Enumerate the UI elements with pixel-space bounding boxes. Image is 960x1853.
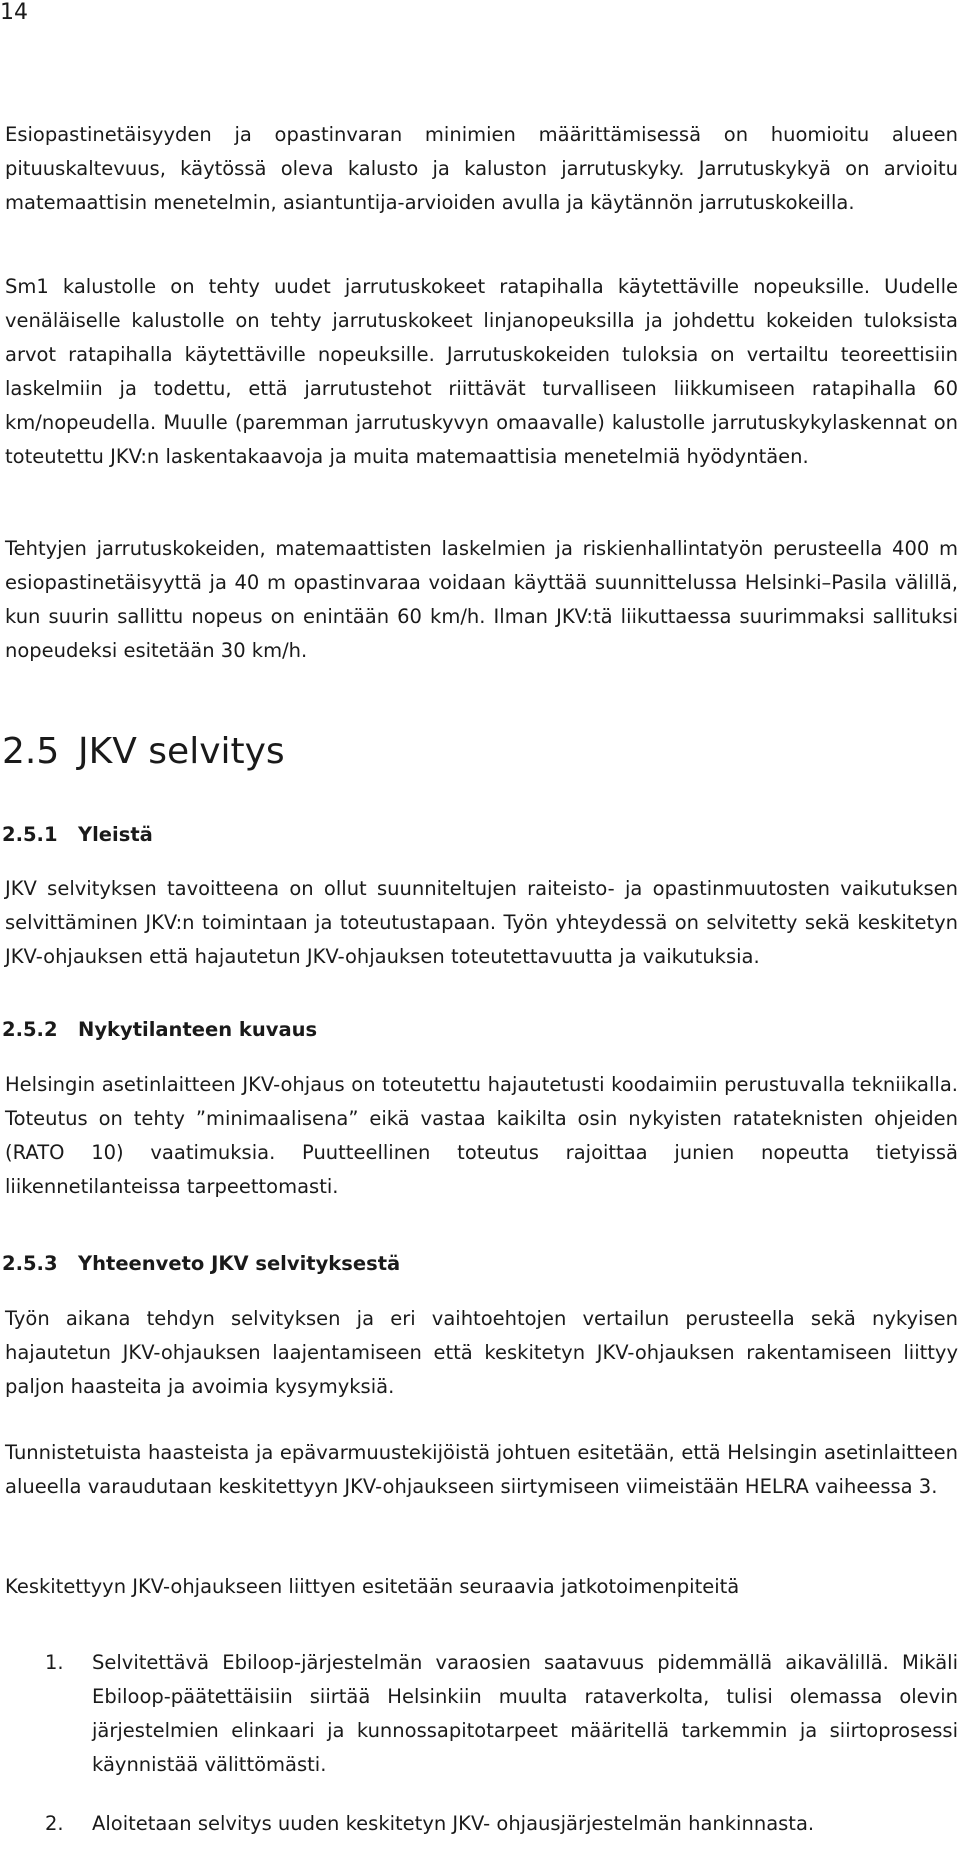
section-number: 2.5.2 [2, 1018, 58, 1041]
section-number: 2.5 [2, 731, 60, 772]
section-number: 2.5.3 [2, 1252, 58, 1275]
list-item [45, 1807, 958, 1841]
paragraph-summary: Työn aikana tehdyn selvityksen ja eri vaihtoehtojen vertailun perusteella sekä nykyisen hajautetun JKV-ohjauksen laajentamiseen että keskitetyn JKV-ohjauksen rakentamiseen liittyy paljon haasteita ja avoimia kysymyksiä. [5, 1307, 958, 1398]
paragraph-braking-assessment: Esiopastinetäisyyden ja opastinvaran minimien määrittämisessä on huomioitu alueen pituuskaltevuus, käytössä oleva kalusto ja kaluston jarrutuskyky. Jarrutuskykyä on arvioitu matemaattisin menetelmin, asiantuntija-arvioiden avulla ja käytännön jarrutuskokeilla. [5, 123, 958, 214]
section-heading-2-5-3 [2, 1249, 400, 1279]
paragraph-general: JKV selvityksen tavoitteena on ollut suunniteltujen raiteisto- ja opastinmuutosten vaikutuksen selvittäminen JKV:n toimintaan ja toteutustapaan. Työn yhteydessä on selvitetty sekä keskitetyn JKV-ohjauksen että hajautetun JKV-ohjauksen toteutettavuutta ja vaikutuksia. [5, 877, 958, 968]
paragraph-braking-tests: Sm1 kalustolle on tehty uudet jarrutuskokeet ratapihalla käytettäville nopeuksille. Uudelle venäläiselle kalustolle on tehty jarrutuskokeet linjanopeuksilla ja johdettu kokeiden tuloksista arvot ratapihalla käytettäville nopeuksille. Jarrutuskokeiden tuloksia on vertailtu teoreettisiin laskelmiin ja todettu, että jarrutustehot riittävät turvalliseen liikkumiseen ratapihalla 60 km/nopeudella. Muulle (paremman jarrutuskyvyn omaavalle) kalustolle jarrutuskykylaskennat on toteutettu JKV:n laskentakaavoja ja muita matemaattisia menetelmiä hyödyntäen. [5, 275, 958, 468]
section-heading-2-5-1 [2, 820, 153, 850]
section-heading-2-5-2 [2, 1015, 317, 1045]
section-title: JKV selvitys [78, 731, 285, 772]
list-item-number: 1. [45, 1651, 64, 1674]
section-title: Yleistä [78, 823, 153, 846]
list-item [45, 1646, 958, 1782]
page-number: 14 [0, 0, 28, 25]
list-item-text: Selvitettävä Ebiloop-järjestelmän varaosien saatavuus pidemmällä aikavälillä. Mikäli Ebiloop-päätettäisiin siirtää Helsinkiin muulta rataverkolta, tulisi olemassa olevin järjestelmien elinkaari ja kunnossapitotarpeet määritellä tarkemmin ja siirtoprosessi käynnistää välittömästi. [92, 1651, 958, 1776]
section-title: Yhteenveto JKV selvityksestä [78, 1252, 401, 1275]
section-number: 2.5.1 [2, 823, 58, 846]
list-item-text: Aloitetaan selvitys uuden keskitetyn JKV- ohjausjärjestelmän hankinnasta. [92, 1812, 815, 1835]
paragraph-follow-up-intro: Keskitettyyn JKV-ohjaukseen liittyen esitetään seuraavia jatkotoimenpiteitä [5, 1575, 740, 1598]
paragraph-challenges: Tunnistetuista haasteista ja epävarmuustekijöistä johtuen esitetään, että Helsingin asetinlaitteen alueella varaudutaan keskitettyyn JKV-ohjaukseen siirtymiseen viimeistään HELRA vaiheessa 3. [5, 1441, 958, 1498]
list-item-number: 2. [45, 1812, 64, 1835]
paragraph-conclusion: Tehtyjen jarrutuskokeiden, matemaattisten laskelmien ja riskienhallintatyön perusteella 400 m esiopastinetäisyyttä ja 40 m opastinvaraa voidaan käyttää suunnittelussa Helsinki–Pasila välillä, kun suurin sallittu nopeus on enintään 60 km/h. Ilman JKV:tä liikuttaessa suurimmaksi sallituksi nopeudeksi esitetään 30 km/h. [5, 537, 958, 662]
section-heading-2-5 [2, 730, 285, 774]
section-title: Nykytilanteen kuvaus [78, 1018, 318, 1041]
paragraph-current-state: Helsingin asetinlaitteen JKV-ohjaus on toteutettu hajautetusti koodaimiin perustuvalla tekniikalla. Toteutus on tehty ”minimaalisena” eikä vastaa kaikilta osin nykyisten ratateknisten ohjeiden (RATO 10) vaatimuksia. Puutteellinen toteutus rajoittaa junien nopeutta tietyissä liikennetilanteissa tarpeettomasti. [5, 1073, 958, 1198]
